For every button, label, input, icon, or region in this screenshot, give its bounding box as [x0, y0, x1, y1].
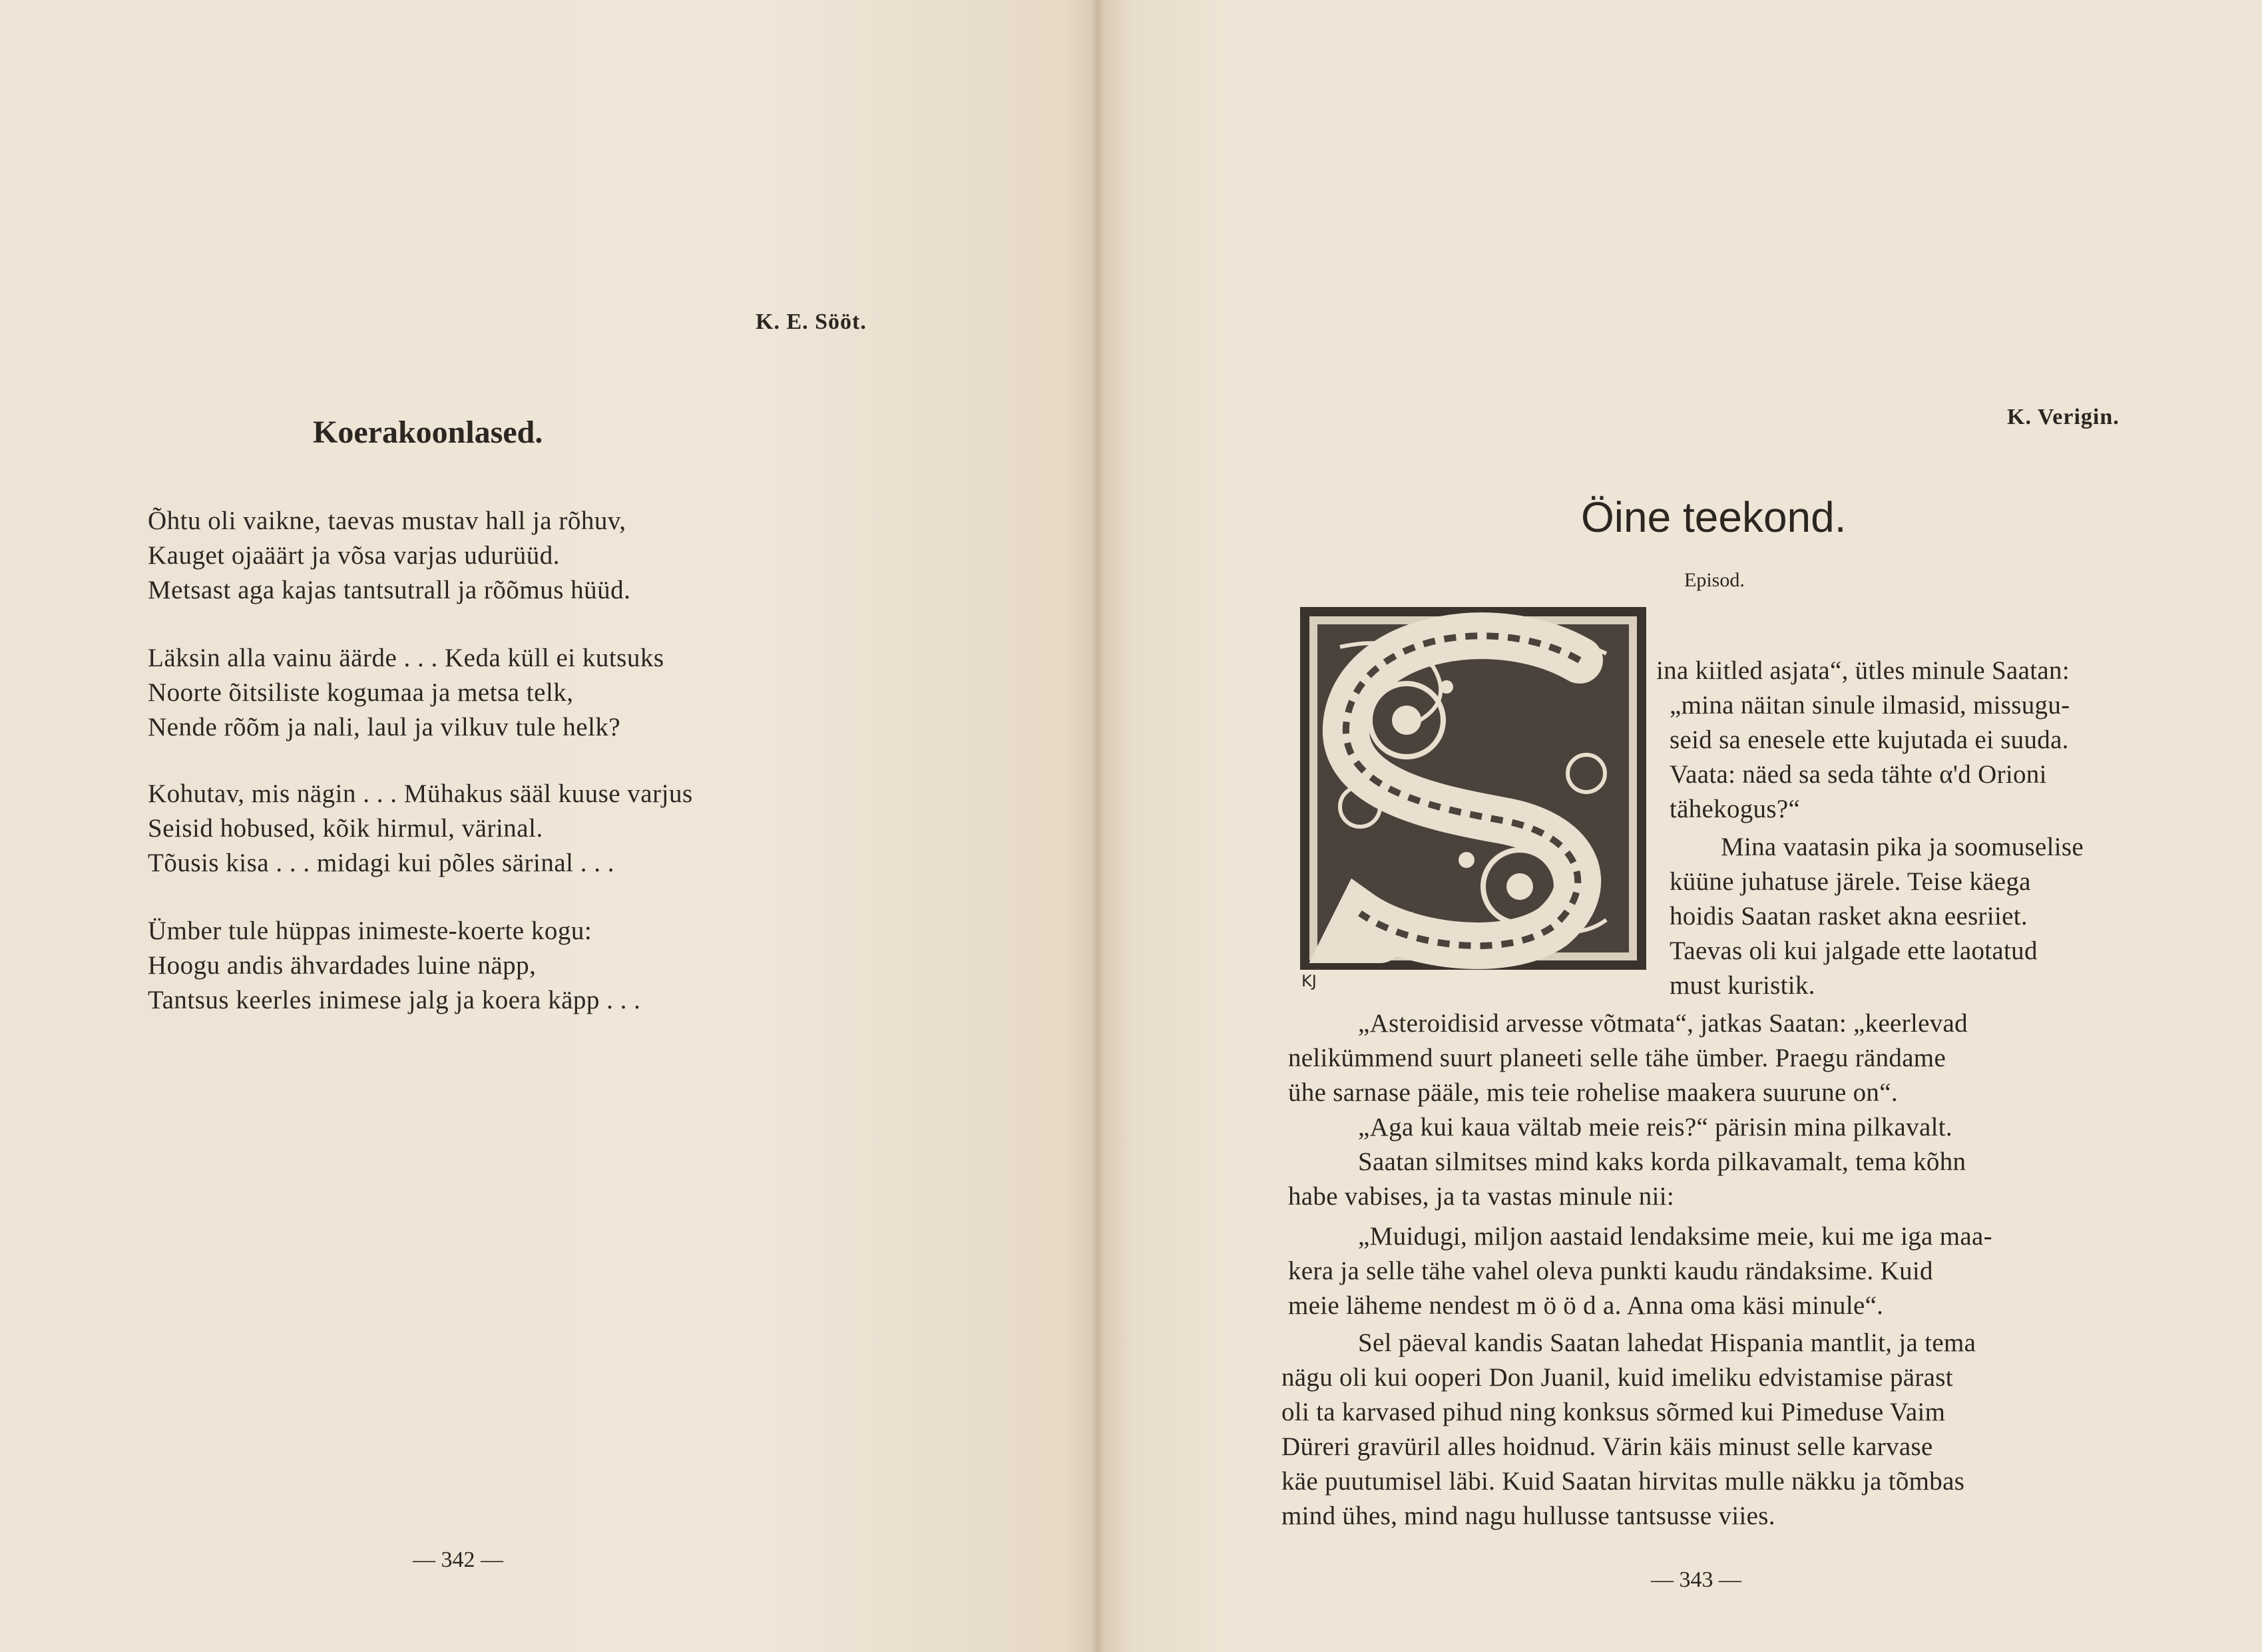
book-gutter — [1092, 0, 1104, 1652]
poem-line: Hoogu andis ähvardades luine näpp, — [148, 951, 537, 980]
poem-line: Õhtu oli vaikne, taevas mustav hall ja rõhuv, — [148, 507, 626, 535]
poem-line: Tantsus keerles inimese jalg ja koera käpp . . . — [148, 986, 641, 1014]
prose-line: hoidis Saatan rasket akna eesriiet. — [1670, 902, 2028, 930]
prose-line: mind ühes, mind nagu hullusse tantsusse viies. — [1281, 1502, 1775, 1530]
prose-line: ina kiitled asjata“, ütles minule Saatan: — [1656, 656, 2070, 685]
page-number-right: — 343 — — [1651, 1567, 1741, 1592]
left-author: K. E. Sööt. — [756, 310, 867, 334]
prose-line: küüne juhatuse järele. Teise käega — [1670, 867, 2031, 896]
story-subtitle: Episod. — [1684, 569, 1745, 591]
initial-monogram: KJ — [1301, 972, 1317, 990]
prose-line: „mina näitan sinule ilmasid, missugu- — [1670, 691, 2070, 720]
poem-line: Nende rõõm ja nali, laul ja vilkuv tule helk? — [148, 713, 621, 741]
poem-line: Ümber tule hüppas inimeste-koerte kogu: — [148, 917, 592, 945]
prose-line: oli ta karvased pihud ning konksus sõrmed kui Pimeduse Vaim — [1281, 1398, 1946, 1426]
prose-line: kera ja selle tähe vahel oleva punkti kaudu rändaksime. Kuid — [1288, 1257, 1933, 1285]
prose-line: nelikümmend suurt planeeti selle tähe ümber. Praegu rändame — [1288, 1044, 1946, 1072]
poem-line: Kauget ojaäärt ja võsa varjas udurüüd. — [148, 541, 560, 570]
prose-line: Mina vaatasin pika ja soomuselise — [1721, 833, 2084, 861]
prose-line: must kuristik. — [1670, 971, 1815, 1000]
prose-line: seid sa enesele ette kujutada ei suuda. — [1670, 725, 2069, 754]
prose-line: habe vabises, ja ta vastas minule nii: — [1288, 1182, 1675, 1211]
prose-line: Taevas oli kui jalgade ette laotatud — [1670, 936, 2038, 965]
prose-line: nägu oli kui ooperi Don Juanil, kuid imeliku edvistamise pärast — [1281, 1363, 1953, 1392]
decorated-initial-s-icon — [1300, 607, 1646, 970]
poem-line: Kohutav, mis nägin . . . Mühakus sääl kuuse varjus — [148, 779, 693, 808]
story-title: Öine teekond. — [1581, 493, 1847, 541]
poem-title: Koerakoonlased. — [313, 415, 543, 450]
prose-line: Vaata: näed sa seda tähte α'd Orioni — [1670, 760, 2047, 789]
prose-line: „Aga kui kaua vältab meie reis?“ pärisin mina pilkavalt. — [1358, 1113, 1952, 1141]
prose-line: „Asteroidisid arvesse võtmata“, jatkas Saatan: „keerlevad — [1358, 1009, 1968, 1038]
prose-line: meie läheme nendest m ö ö d a. Anna oma käsi minule“. — [1288, 1291, 1884, 1320]
page-number-left: — 342 — — [413, 1548, 503, 1572]
poem-line: Metsast aga kajas tantsutrall ja rõõmus hüüd. — [148, 576, 631, 604]
poem-line: Läksin alla vainu äärde . . . Keda küll ei kutsuks — [148, 644, 664, 672]
poem-line: Noorte õitsiliste kogumaa ja metsa telk, — [148, 678, 574, 707]
prose-line: tähekogus?“ — [1670, 795, 1801, 823]
prose-line: ühe sarnase pääle, mis teie rohelise maakera suurune on“. — [1288, 1078, 1898, 1107]
prose-line: Düreri gravüril alles hoidnud. Värin käis minust selle karvase — [1281, 1432, 1933, 1461]
prose-line: Saatan silmitses mind kaks korda pilkavamalt, tema kõhn — [1358, 1147, 1966, 1176]
prose-line: „Muidugi, miljon aastaid lendaksime meie, kui me iga maa- — [1358, 1222, 1992, 1251]
poem-line: Seisid hobused, kõik hirmul, värinal. — [148, 814, 543, 843]
poem-line: Tõusis kisa . . . midagi kui põles särinal . . . — [148, 849, 615, 877]
prose-line: käe puutumisel läbi. Kuid Saatan hirvitas mulle näkku ja tõmbas — [1281, 1467, 1965, 1496]
prose-line: Sel päeval kandis Saatan lahedat Hispania mantlit, ja tema — [1358, 1329, 1976, 1357]
right-author: K. Verigin. — [2007, 405, 2120, 429]
